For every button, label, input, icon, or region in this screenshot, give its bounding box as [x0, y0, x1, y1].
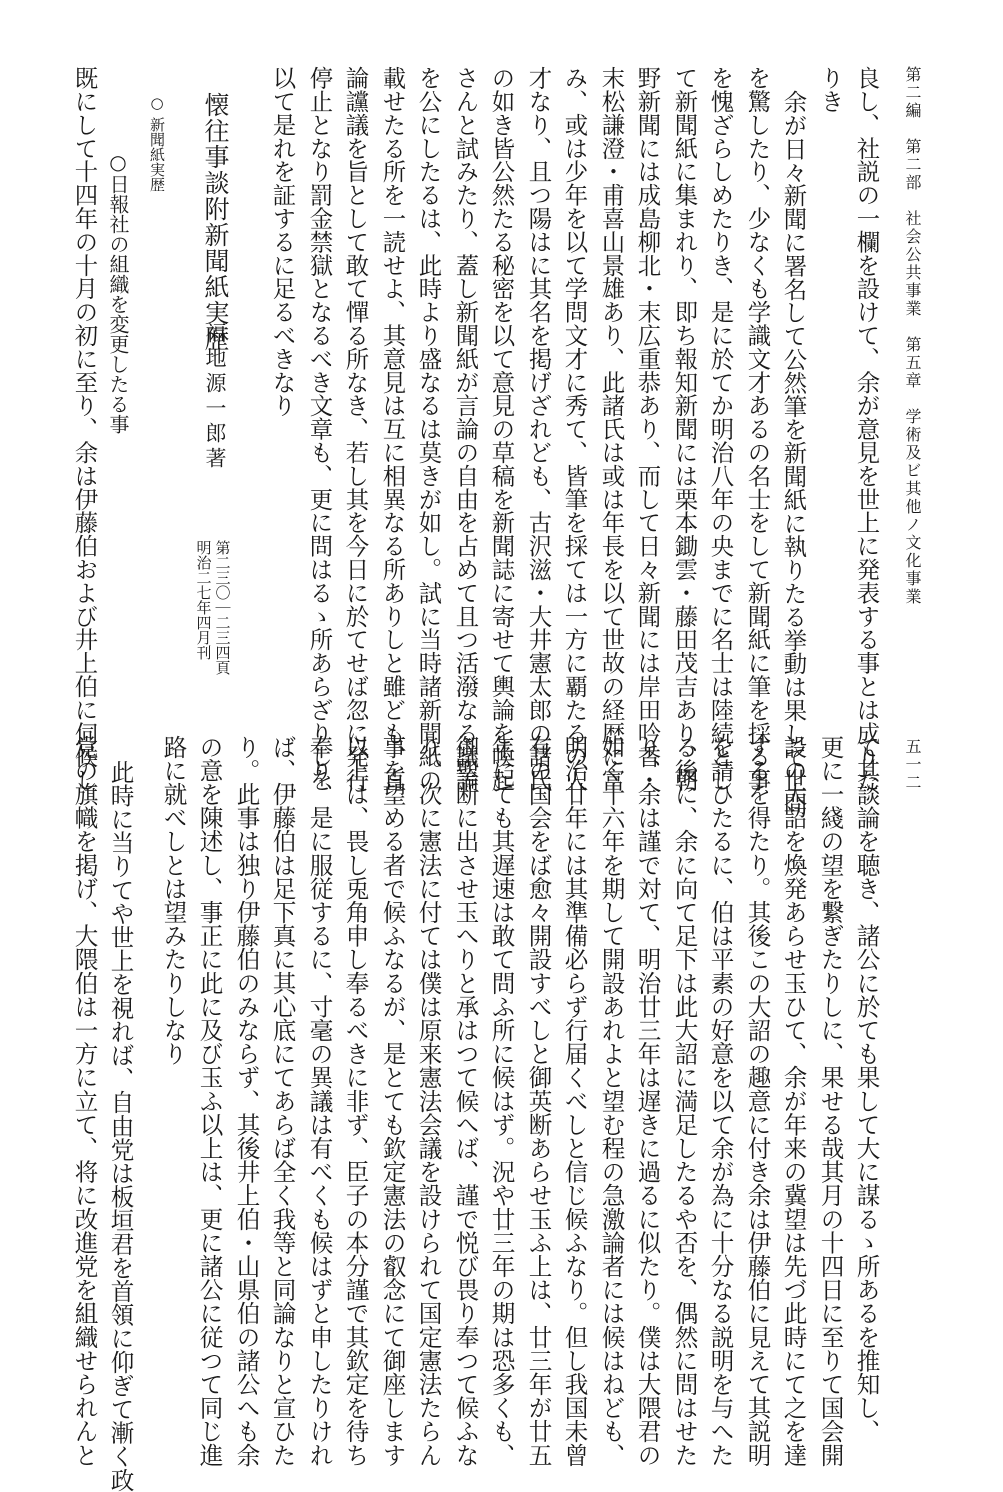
text-line: の如き皆公然たる秘密を以て意見の草稿を新聞誌に寄せて輿論を喚起	[487, 66, 516, 792]
text-line: を請ひたるに、伯は平素の好意を以て余が為に十分なる説明を与へた	[706, 735, 735, 1467]
running-header: 第二編 第二部 社会公共事業 第五章 学術及ビ其他ノ文化事業	[903, 66, 922, 606]
text-line: 路に就べしとは望みたりしなり	[159, 735, 188, 1066]
source-date: 明治二七年四月刊	[194, 540, 213, 660]
text-line: る後に、余に向て足下は此大詔に満足したるや否を、偶然に問はせた	[670, 735, 699, 1467]
text-line: するを得たり。其後この大詔の趣意に付き余は伊藤伯に見えて其説明	[743, 735, 772, 1467]
text-line: て新聞紙に集まれり、即ち報知新聞には栗本鋤雲・藤田茂吉あり、朝	[670, 66, 699, 792]
text-line: 載せたる所を一読せよ、其意見は互に相異なる所ありしと雖ども、直	[378, 66, 407, 792]
page-number: 五一二	[903, 738, 922, 792]
text-line: 論讜議を旨として敢て憚る所なき、若し其を今日に於てせば忽に発行	[341, 66, 370, 792]
source-pages: 第二三〇｜二三四頁	[213, 540, 232, 675]
text-line: て其談論を聴き、諸公に於ても果して大に謀るゝ所あるを推知し、	[852, 735, 881, 1443]
text-line: 如く十六年を期して開設あれよと望む程の急激論者には候はねども、	[597, 735, 626, 1467]
text-line: を愧ざらしめたりき、是に於てか明治八年の央までに名士は陸続とし	[706, 66, 735, 792]
text-line: 此時に当りてや世上を視れば、自由党は板垣君を首領に仰ぎて漸く政	[106, 760, 135, 1492]
text-line: り。次に憲法に付ては僕は原来憲法会議を設けられて国定憲法たらん	[414, 735, 443, 1467]
text-line: り、余は謹で対て、明治廿三年は遅きに過るに似たり。僕は大隈君の	[633, 735, 662, 1467]
text-line: 年にても其遅速は敢て問ふ所に候はず。況や廿三年の期は恐多くも、	[487, 735, 516, 1467]
article-author: 福地源一郎著	[203, 322, 227, 472]
text-line: を驚したり、少なくも学識文才あるの名士をして新聞紙に筆を採る事	[743, 66, 772, 792]
article-title: 懐往事談附新聞紙実歴	[201, 92, 230, 352]
text-line: ば、伊藤伯は足下真に其心底にてあらば全く我等と同論なりと宣ひた	[268, 735, 297, 1467]
text-line: 設の大詔を煥発あらせ玉ひて、余が年来の冀望は先づ此時にて之を達	[779, 735, 808, 1467]
text-line: 有の国会をば愈々開設すべしと御英断あらせ玉ふ上は、廿三年が廿五	[524, 735, 553, 1467]
text-line: 野新聞には成島柳北・末広重恭あり、而して日々新聞には岸田吟香・	[633, 66, 662, 792]
text-line: 以上は、畏し兎角申し奉るべきに非ず、臣子の本分謹で其欽定を待ち	[341, 735, 370, 1467]
text-line: 末松謙澄・甫喜山景雄あり、此諸氏は或は年長を以て世故の経歴に富	[597, 66, 626, 792]
section-label: ○ 新聞紙実歴	[148, 94, 166, 192]
text-line: 奉り、是に服従するに、寸毫の異議は有べくも候はずと申したりけれ	[305, 735, 334, 1467]
text-line: さんと試みたり、蓋し新聞紙が言論の自由を占めて且つ活潑なる議論	[451, 66, 480, 792]
text-line: 以て是れを証するに足るべきなり	[268, 66, 297, 417]
text-line: 党の旗幟を掲げ、大隈伯は一方に立て、将に改進党を組織せられんと	[70, 735, 99, 1467]
section-subtitle: ○日報社の組織を変更したる事	[106, 150, 130, 434]
text-line: 更に一綫の望を繋ぎたりしに、果せる哉其月の十四日に至りて国会開	[816, 735, 845, 1467]
text-line: 停止となり罰金禁獄となるべき文章も、更に問はるゝ所あらざりしを	[305, 66, 334, 792]
text-line: 明治廿年には其準備必らず行届くべしと信じ候ふなり。但し我国未曾	[560, 735, 589, 1467]
text-line: 余が日々新聞に署名して公然筆を新聞紙に執りたる挙動は果して世間	[779, 90, 808, 816]
text-line: を公にしたるは、此時より盛なるは莫きが如し。試に当時諸新聞紙の	[414, 66, 443, 792]
text-line: 良し、社説の一欄を設けて、余が意見を世上に発表する事とは成りた	[852, 66, 881, 792]
text-line: 御聖断に出させ玉へりと承はつて候へば、謹で悦び畏り奉つて候ふな	[451, 735, 480, 1467]
text-line: りき	[816, 66, 845, 113]
text-line: り。此事は独り伊藤伯のみならず、其後井上伯・山県伯の諸公へも余	[232, 735, 261, 1467]
text-line: 才なり、且つ陽はに其名を掲げざれども、古沢滋・大井憲太郎の諸氏	[524, 66, 553, 792]
text-line: 既にして十四年の十月の初に至り、余は伊藤伯および井上伯に伺候し	[70, 66, 99, 792]
text-line: み、或は少年を以て学問文才に秀て、皆筆を採ては一方に覇たるの人	[560, 66, 589, 792]
text-line: の意を陳述し、事正に此に及び玉ふ以上は、更に諸公に従つて同じ進	[195, 735, 224, 1467]
text-line: 事を望める者で候ふなるが、是とても欽定憲法の叡念にて御座します	[378, 735, 407, 1467]
